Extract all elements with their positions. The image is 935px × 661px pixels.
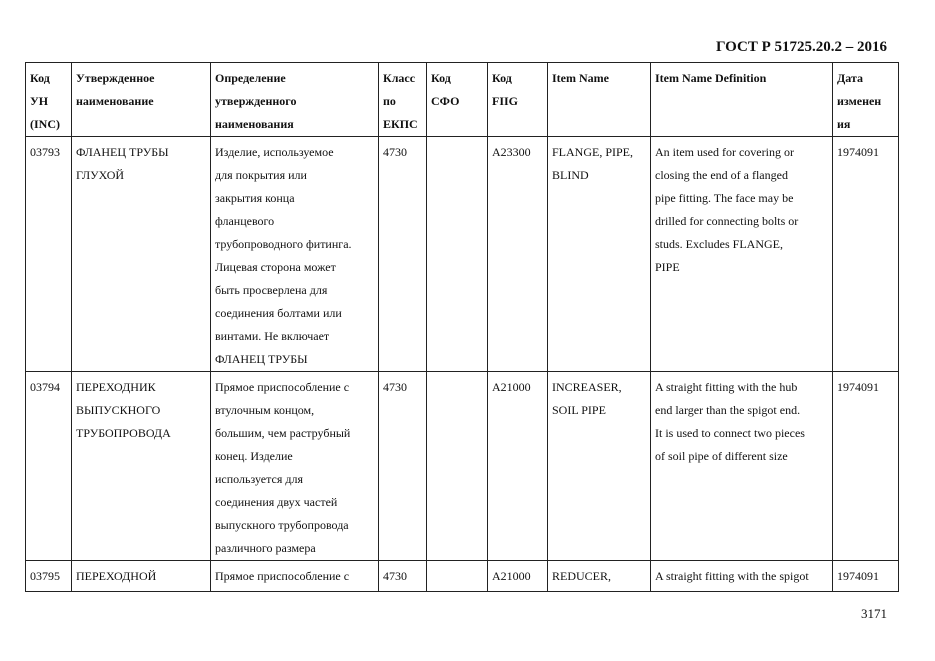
cell-change-date: 1974091 (833, 137, 899, 372)
cell-approved-name: ПЕРЕХОДНОЙ (72, 561, 211, 592)
cell-definition: Прямое приспособление с (211, 561, 379, 592)
cell-item-name: INCREASER, SOIL PIPE (548, 372, 651, 561)
cell-item-name-definition: A straight fitting with the hub end larger than the spigot end. It is used to connect two pieces of soil pipe of different size (651, 372, 833, 561)
table-row (26, 561, 899, 592)
catalog-table (25, 62, 899, 592)
table-row (26, 137, 899, 372)
cell-approved-name: ФЛАНЕЦ ТРУБЫ ГЛУХОЙ (72, 137, 211, 372)
cell-item-name-definition: A straight fitting with the spigot (651, 561, 833, 592)
column-header-item-name-definition: Item Name Definition (651, 63, 833, 137)
page-number: 3171 (861, 606, 887, 621)
cell-class-ekps: 4730 (379, 372, 427, 561)
column-header-class-ekps: Класс по ЕКПС (379, 63, 427, 137)
cell-sfo-code (427, 372, 488, 561)
cell-item-name: REDUCER, (548, 561, 651, 592)
column-header-sfo-code: Код СФО (427, 63, 488, 137)
cell-change-date: 1974091 (833, 561, 899, 592)
cell-fiig-code: A21000 (488, 372, 548, 561)
cell-sfo-code (427, 561, 488, 592)
cell-definition: Прямое приспособление с втулочным концом, большим, чем раструбный конец. Изделие используется для соединения двух частей выпускного трубопровода различного размера (211, 372, 379, 561)
cell-class-ekps: 4730 (379, 561, 427, 592)
cell-inc: 03794 (26, 372, 72, 561)
cell-fiig-code: A23300 (488, 137, 548, 372)
cell-definition: Изделие, используемое для покрытия или закрытия конца фланцевого трубопроводного фитинга. Лицевая сторона может быть просверлена для соединения болтами или винтами. Не включает ФЛАНЕЦ ТРУБЫ (211, 137, 379, 372)
column-header-approved-name: Утвержденное наименование (72, 63, 211, 137)
cell-change-date: 1974091 (833, 372, 899, 561)
column-header-inc: Код УН (INC) (26, 63, 72, 137)
cell-class-ekps: 4730 (379, 137, 427, 372)
cell-approved-name: ПЕРЕХОДНИК ВЫПУСКНОГО ТРУБОПРОВОДА (72, 372, 211, 561)
column-header-definition: Определение утвержденного наименования (211, 63, 379, 137)
cell-sfo-code (427, 137, 488, 372)
column-header-change-date: Дата изменен ия (833, 63, 899, 137)
cell-fiig-code: A21000 (488, 561, 548, 592)
cell-inc: 03795 (26, 561, 72, 592)
document-header: ГОСТ Р 51725.20.2 – 2016 (715, 39, 887, 55)
column-header-fiig-code: Код FIIG (488, 63, 548, 137)
cell-item-name-definition: An item used for covering or closing the end of a flanged pipe fitting. The face may be drilled for connecting bolts or studs. Excludes FLANGE, PIPE (651, 137, 833, 372)
table-header-row (26, 63, 899, 137)
cell-item-name: FLANGE, PIPE, BLIND (548, 137, 651, 372)
column-header-item-name: Item Name (548, 63, 651, 137)
table-row (26, 372, 899, 561)
cell-inc: 03793 (26, 137, 72, 372)
